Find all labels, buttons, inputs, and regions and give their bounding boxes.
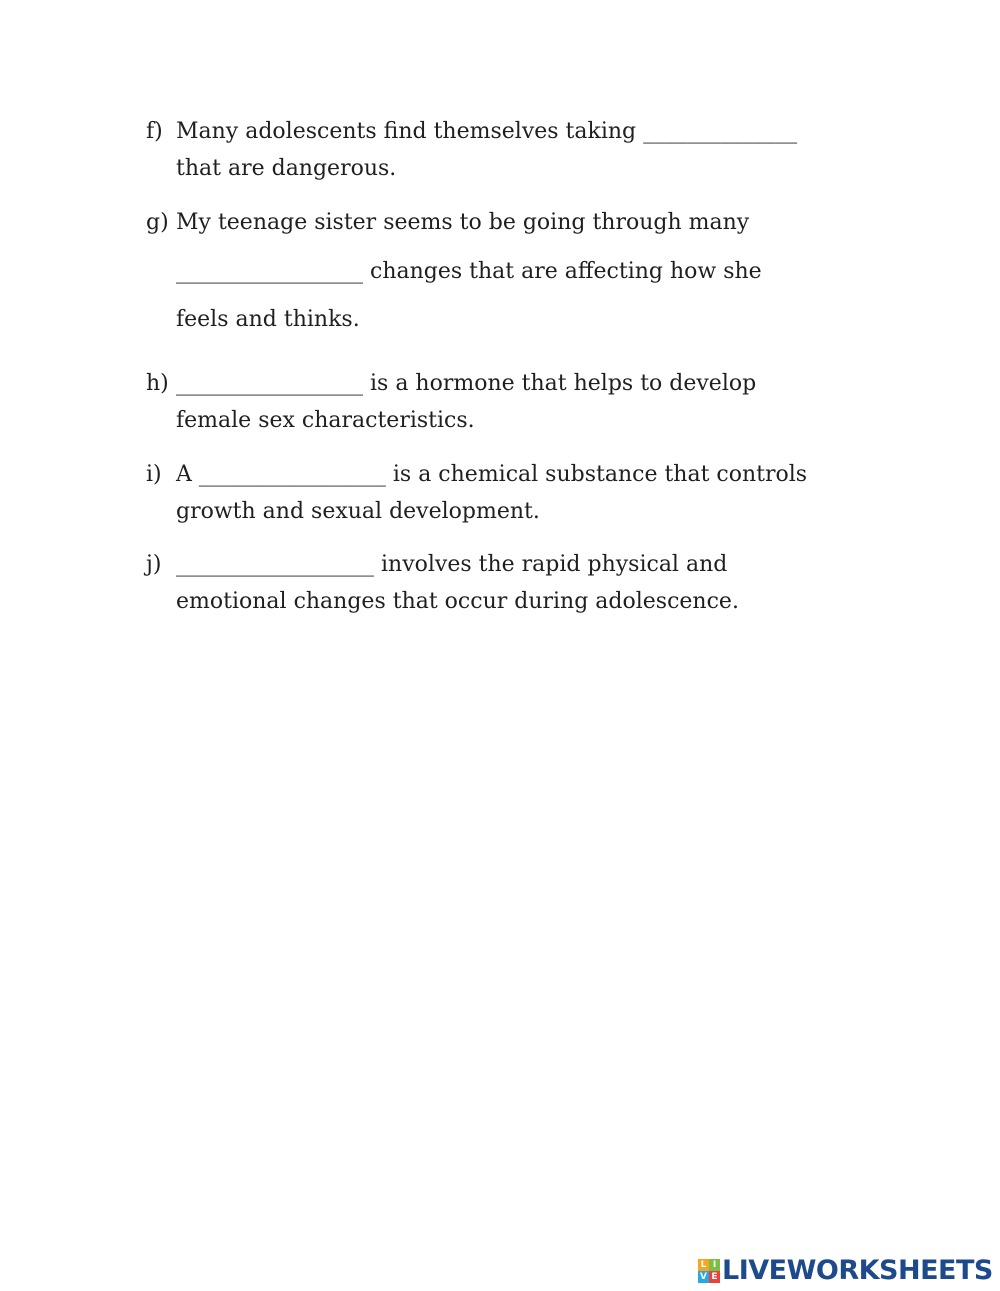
logo-letter: E xyxy=(709,1271,720,1283)
question-marker: j) xyxy=(146,552,162,577)
question-text-line: that are dangerous. xyxy=(176,156,397,181)
question-text-line: female sex characteristics. xyxy=(176,408,475,433)
question-marker: h) xyxy=(146,371,169,396)
question-text-line: _________________ is a hormone that helps to develop xyxy=(176,371,757,396)
logo-text: LIVEWORKSHEETS xyxy=(722,1255,993,1286)
logo-mark-icon xyxy=(698,1259,720,1283)
question-text-line: My teenage sister seems to be going through many xyxy=(176,210,750,235)
question-marker: f) xyxy=(146,119,163,144)
question-text-line: emotional changes that occur during adolescence. xyxy=(176,589,739,614)
logo-letter: I xyxy=(709,1259,720,1271)
question-text-line: feels and thinks. xyxy=(176,307,360,332)
question-text-line: __________________ involves the rapid physical and xyxy=(176,552,728,577)
liveworksheets-logo xyxy=(698,1257,993,1285)
logo-letter: L xyxy=(698,1259,709,1271)
question-text-line: growth and sexual development. xyxy=(176,499,540,524)
logo-letter: V xyxy=(698,1271,709,1283)
question-text-line: _________________ changes that are affecting how she xyxy=(176,259,762,284)
question-text-line: A _________________ is a chemical substance that controls xyxy=(176,462,808,487)
question-marker: g) xyxy=(146,210,169,235)
question-text-line: Many adolescents find themselves taking ______________ xyxy=(176,119,798,144)
question-marker: i) xyxy=(146,462,162,487)
